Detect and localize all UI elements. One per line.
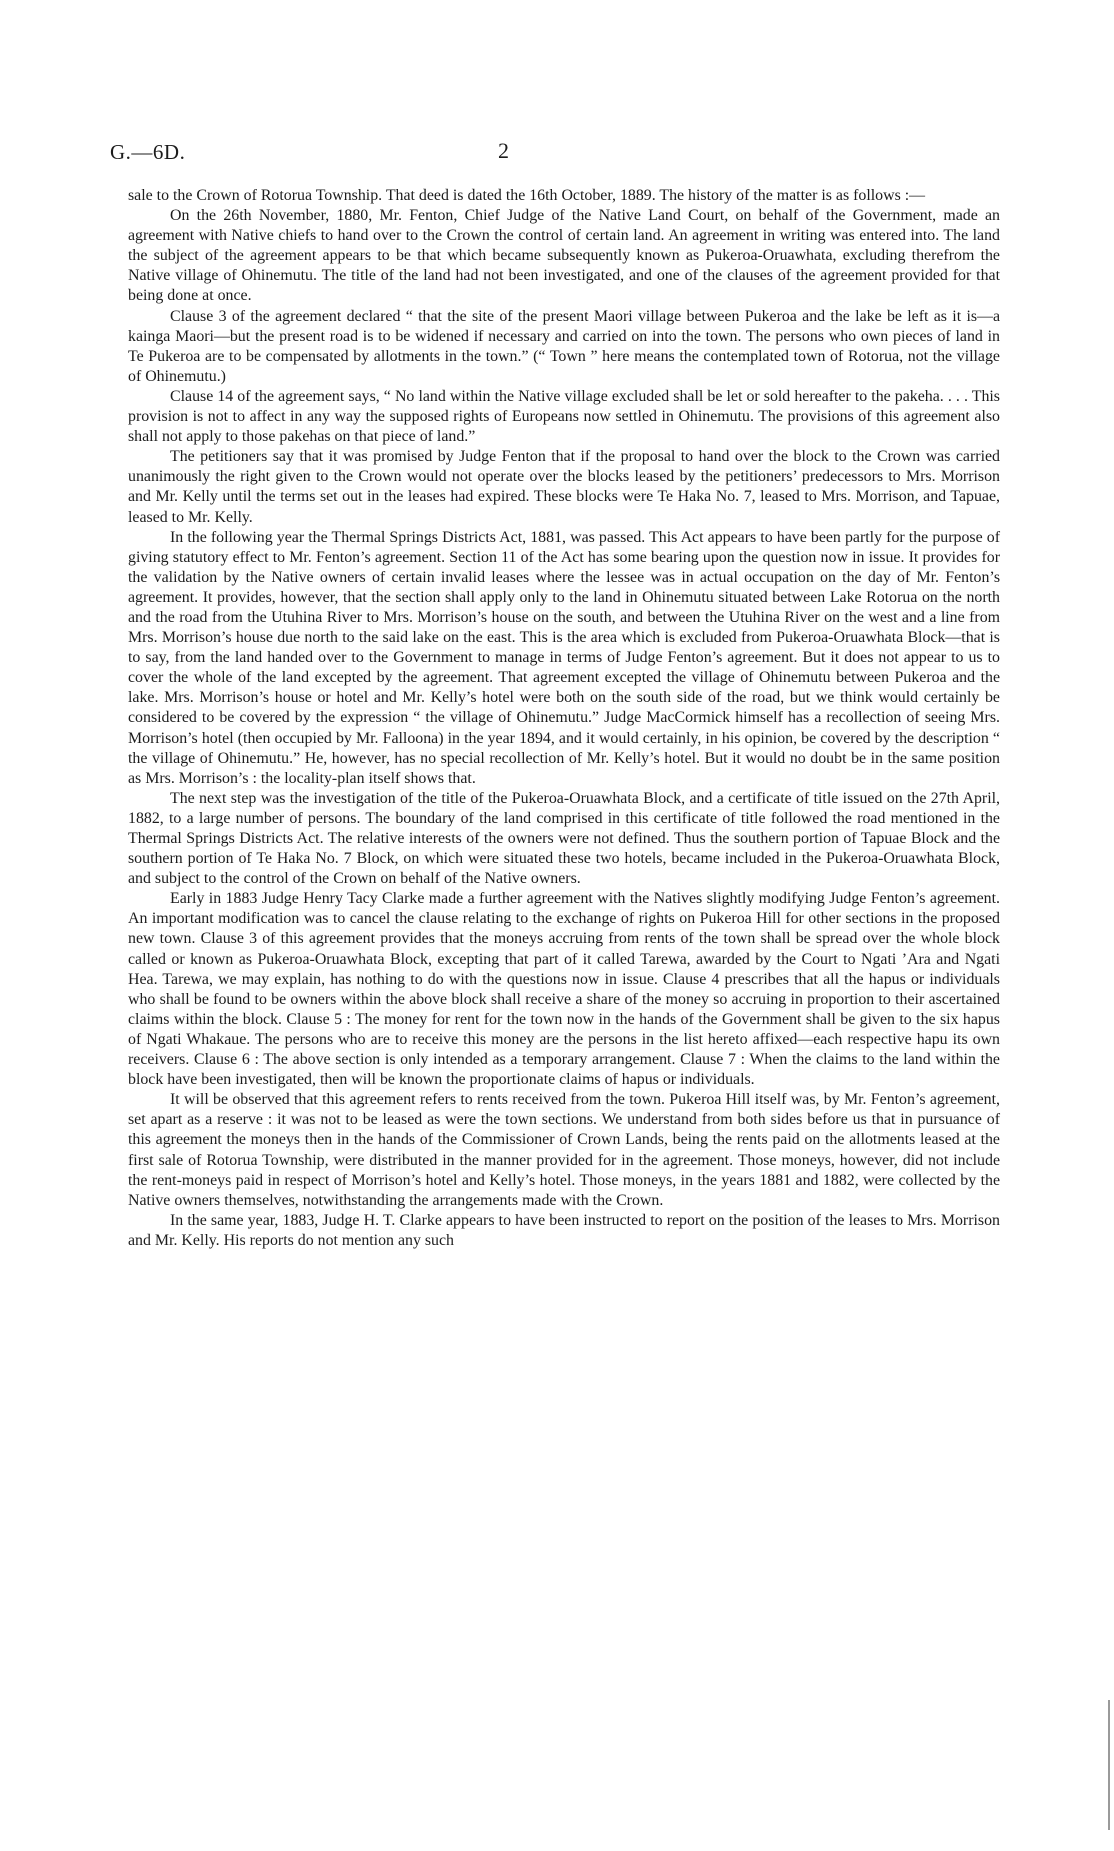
paragraph-clause-3: Clause 3 of the agreement declared “ that the site of the present Maori village between Pukeroa and the lake be left as it is—a kainga Maori—but the present road is to be widened if necessary and carried on into the town. The persons who own pieces of land in Te Pukeroa are to be compensated by allotments in the town.” (“ Town ” here means the contemplated town of Rotorua, not the village of Ohinemutu.)	[128, 307, 1000, 385]
paragraph-clarke-report: In the same year, 1883, Judge H. T. Clarke appears to have been instructed to report on the position of the leases to Mrs. Morrison and Mr. Kelly. His reports do not mention any such	[128, 1211, 1000, 1249]
page-number: 2	[498, 138, 509, 163]
paragraph-clause-14: Clause 14 of the agreement says, “ No land within the Native village excluded shall be let or sold hereafter to the pakeha. . . . This provision is not to affect in any way the supposed rights of Europeans now settled in Ohinemutu. The provisions of this agreement also shall not apply to those pakehas on that piece of land.”	[128, 387, 1000, 446]
paragraph-continuation: sale to the Crown of Rotorua Township. That deed is dated the 16th October, 1889. The history of the matter is as follows :—	[128, 187, 926, 204]
paragraph-fenton-agreement: On the 26th November, 1880, Mr. Fenton, Chief Judge of the Native Land Court, on behalf of the Government, made an agreement with Native chiefs to hand over to the Crown the control of certain land. An agreement in writing was entered into. The land the subject of the agreement appears to be that which became subsequently known as Pukeroa-Oruawhata, excluding therefrom the Native village of Ohinemutu. The title of the land had not been investigated, and one of the clauses of the agreement provided for that being done at once.	[128, 207, 1000, 305]
paragraph-petitioners: The petitioners say that it was promised by Judge Fenton that if the proposal to hand over the block to the Crown was carried unanimously the right given to the Crown would not operate over the blocks leased by the petitioners’ predecessors to Mrs. Morrison and Mr. Kelly until the terms set out in the leases had expired. These blocks were Te Haka No. 7, leased to Mrs. Morrison, and Tapuae, leased to Mr. Kelly.	[128, 448, 1000, 526]
document-code: G.—6D.	[110, 140, 186, 164]
paragraph-rents-observation: It will be observed that this agreement refers to rents received from the town. Pukeroa Hill itself was, by Mr. Fenton’s agreement, set apart as a reserve : it was not to be leased as were the town sections. We understand from both sides before us that in pursuance of this agreement the moneys then in the hands of the Commissioner of Crown Lands, being the rents paid on the allotments leased at the first sale of Rotorua Township, were distributed in the manner provided for in the agreement. Those moneys, however, did not include the rent-moneys paid in respect of Morrison’s hotel and Kelly’s hotel. Those moneys, in the years 1881 and 1882, were collected by the Native owners themselves, notwithstanding the arrangements made with the Crown.	[128, 1091, 1000, 1209]
paragraph-clarke-agreement: Early in 1883 Judge Henry Tacy Clarke made a further agreement with the Natives slightly modifying Judge Fenton’s agreement. An important modification was to cancel the clause relating to the exchange of rights on Pukeroa Hill for other sections in the proposed new town. Clause 3 of this agreement provides that the moneys accruing from rents of the town shall be spread over the whole block called or known as Pukeroa-Oruawhata Block, excepting that part of it called Tarewa, awarded by the Court to Ngati ’Ara and Ngati Hea. Tarewa, we may explain, has nothing to do with the questions now in issue. Clause 4 prescribes that all the hapus or individuals who shall be found to be owners within the above block shall receive a share of the money so accruing in proportion to their ascertained claims within the block. Clause 5 : The money for rent for the town now in the hands of the Government shall be given to the six hapus of Ngati Whakaue. The persons who are to receive this money are the persons in the list hereto affixed—each respective hapu its own receivers. Clause 6 : The above section is only intended as a temporary arrangement. Clause 7 : When the claims to the land within the block have been investigated, then will be known the proportionate claims of hapus or individuals.	[128, 890, 1000, 1089]
scan-edge-mark	[1108, 1700, 1110, 1830]
body-text	[128, 186, 1000, 1251]
paragraph-title-investigation: The next step was the investigation of the title of the Pukeroa-Oruawhata Block, and a certificate of title issued on the 27th April, 1882, to a large number of persons. The boundary of the land comprised in this certificate of title followed the road mentioned in the Thermal Springs Districts Act. The relative interests of the owners were not defined. Thus the southern portion of Tapuae Block and the southern portion of Te Haka No. 7 Block, on which were situated these two hotels, became included in the Pukeroa-Oruawhata Block, and subject to the control of the Crown on behalf of the Native owners.	[128, 789, 1000, 888]
paragraph-thermal-springs-act: In the following year the Thermal Springs Districts Act, 1881, was passed. This Act appears to have been partly for the purpose of giving statutory effect to Mr. Fenton’s agreement. Section 11 of the Act has some bearing upon the question now in issue. It provides for the validation by the Native owners of certain invalid leases where the lessee was in actual occupation on the day of Mr. Fenton’s agreement. It provides, however, that the section shall apply only to the land in Ohinemutu situated between Lake Rotorua on the north and the road from the Utuhina River to Mrs. Morrison’s house on the south, and between the Utuhina River on the west and a line from Mrs. Morrison’s house due north to the said lake on the east. This is the area which is excluded from Pukeroa-Oruawhata Block—that is to say, from the land handed over to the Government to manage in terms of Judge Fenton’s agreement. But it does not appear to us to cover the whole of the land excepted by the agreement. That agreement excepted the village of Ohinemutu between Pukeroa and the lake. Mrs. Morrison’s house or hotel and Mr. Kelly’s hotel were both on the south side of the road, but we think would certainly be considered to be covered by the expression “ the village of Ohinemutu.” Judge MacCormick himself has a recollection of seeing Mrs. Morrison’s hotel (then occupied by Mr. Falloona) in the year 1894, and it would certainly, in his opinion, be covered by the description “ the village of Ohinemutu.” He, however, has no special recollection of Mr. Kelly’s hotel. But it would no doubt be in the same position as Mrs. Morrison’s : the locality-plan itself shows that.	[128, 528, 1000, 787]
